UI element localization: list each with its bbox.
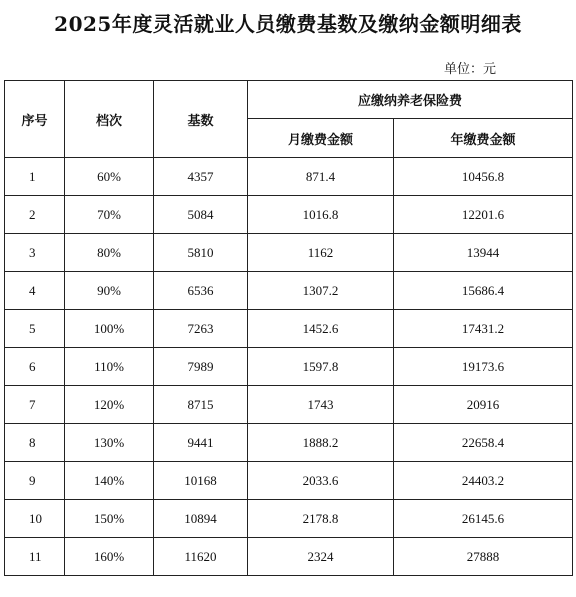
cell-level: 110% bbox=[65, 348, 154, 386]
cell-yearly: 24403.2 bbox=[394, 462, 573, 500]
cell-monthly: 2324 bbox=[248, 538, 394, 576]
cell-base: 5084 bbox=[154, 196, 248, 234]
cell-level: 90% bbox=[65, 272, 154, 310]
table-row bbox=[5, 158, 573, 196]
cell-monthly: 1597.8 bbox=[248, 348, 394, 386]
cell-base: 5810 bbox=[154, 234, 248, 272]
cell-level: 80% bbox=[65, 234, 154, 272]
table-body bbox=[5, 158, 573, 576]
header-base: 基数 bbox=[154, 81, 248, 158]
table-row bbox=[5, 196, 573, 234]
table-row bbox=[5, 234, 573, 272]
contribution-table bbox=[4, 80, 573, 576]
header-seq: 序号 bbox=[5, 81, 65, 158]
cell-seq: 5 bbox=[5, 310, 65, 348]
cell-yearly: 17431.2 bbox=[394, 310, 573, 348]
cell-monthly: 1307.2 bbox=[248, 272, 394, 310]
cell-level: 70% bbox=[65, 196, 154, 234]
cell-level: 140% bbox=[65, 462, 154, 500]
table-row bbox=[5, 424, 573, 462]
cell-base: 6536 bbox=[154, 272, 248, 310]
cell-yearly: 20916 bbox=[394, 386, 573, 424]
table-row bbox=[5, 348, 573, 386]
cell-level: 160% bbox=[65, 538, 154, 576]
table-row bbox=[5, 310, 573, 348]
cell-yearly: 22658.4 bbox=[394, 424, 573, 462]
cell-yearly: 13944 bbox=[394, 234, 573, 272]
cell-level: 130% bbox=[65, 424, 154, 462]
cell-monthly: 1016.8 bbox=[248, 196, 394, 234]
cell-seq: 11 bbox=[5, 538, 65, 576]
cell-monthly: 1743 bbox=[248, 386, 394, 424]
cell-monthly: 871.4 bbox=[248, 158, 394, 196]
unit-label: 单位：元 bbox=[443, 62, 496, 77]
header-pension-group: 应缴纳养老保险费 bbox=[248, 81, 573, 119]
table-row bbox=[5, 462, 573, 500]
table-row bbox=[5, 272, 573, 310]
cell-base: 10168 bbox=[154, 462, 248, 500]
cell-seq: 4 bbox=[5, 272, 65, 310]
cell-base: 9441 bbox=[154, 424, 248, 462]
cell-seq: 7 bbox=[5, 386, 65, 424]
page-title: 2025年度灵活就业人员缴费基数及缴纳金额明细表 bbox=[54, 12, 522, 36]
cell-yearly: 19173.6 bbox=[394, 348, 573, 386]
cell-yearly: 27888 bbox=[394, 538, 573, 576]
cell-base: 8715 bbox=[154, 386, 248, 424]
cell-seq: 9 bbox=[5, 462, 65, 500]
cell-level: 60% bbox=[65, 158, 154, 196]
cell-base: 7989 bbox=[154, 348, 248, 386]
cell-seq: 3 bbox=[5, 234, 65, 272]
cell-seq: 8 bbox=[5, 424, 65, 462]
cell-level: 150% bbox=[65, 500, 154, 538]
cell-monthly: 1452.6 bbox=[248, 310, 394, 348]
cell-monthly: 2178.8 bbox=[248, 500, 394, 538]
cell-monthly: 2033.6 bbox=[248, 462, 394, 500]
cell-seq: 1 bbox=[5, 158, 65, 196]
cell-level: 120% bbox=[65, 386, 154, 424]
cell-base: 10894 bbox=[154, 500, 248, 538]
cell-seq: 10 bbox=[5, 500, 65, 538]
cell-base: 7263 bbox=[154, 310, 248, 348]
table-row bbox=[5, 386, 573, 424]
header-monthly: 月缴费金额 bbox=[248, 119, 394, 158]
cell-base: 4357 bbox=[154, 158, 248, 196]
cell-monthly: 1162 bbox=[248, 234, 394, 272]
cell-yearly: 26145.6 bbox=[394, 500, 573, 538]
header-level: 档次 bbox=[65, 81, 154, 158]
cell-base: 11620 bbox=[154, 538, 248, 576]
table-row bbox=[5, 500, 573, 538]
cell-yearly: 15686.4 bbox=[394, 272, 573, 310]
header-yearly: 年缴费金额 bbox=[394, 119, 573, 158]
cell-seq: 2 bbox=[5, 196, 65, 234]
table-row bbox=[5, 538, 573, 576]
cell-monthly: 1888.2 bbox=[248, 424, 394, 462]
cell-yearly: 10456.8 bbox=[394, 158, 573, 196]
cell-seq: 6 bbox=[5, 348, 65, 386]
cell-level: 100% bbox=[65, 310, 154, 348]
cell-yearly: 12201.6 bbox=[394, 196, 573, 234]
